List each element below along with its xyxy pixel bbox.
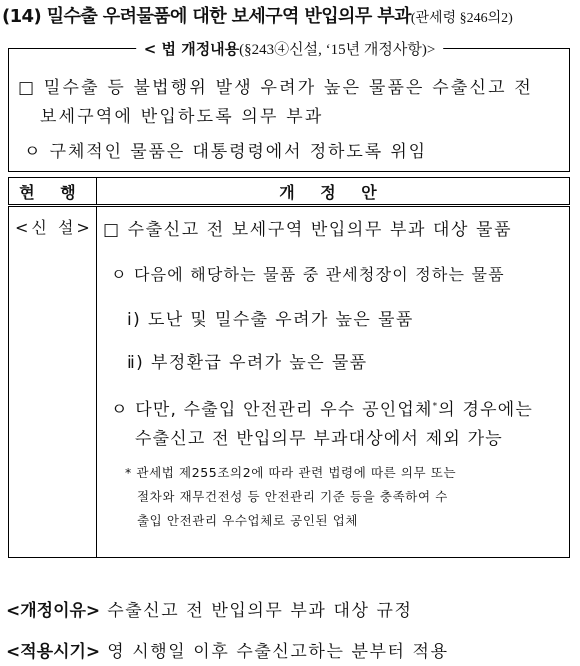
proposed-circle-item-1: ㅇ 다음에 해당하는 물품 중 관세청장이 정하는 물품 bbox=[111, 265, 505, 284]
footnote-line-1: * 관세법 제255조의2에 따라 관련 법령에 따른 의무 또는 bbox=[125, 465, 457, 480]
document-title bbox=[2, 2, 578, 28]
footnote-line-3: 출입 안전관리 우수업체로 공인된 업체 bbox=[137, 513, 359, 528]
amendment-reason bbox=[6, 596, 413, 621]
proposed-circle-item-2-cont: 수출신고 전 반입의무 부과대상에서 제외 가능 bbox=[135, 429, 503, 449]
box-label bbox=[136, 38, 444, 59]
effective-text: 영 시행일 이후 수출신고하는 분부터 적용 bbox=[107, 642, 449, 662]
footnote-line-2: 절차와 재무건전성 등 안전관리 기준 등을 충족하여 수 bbox=[137, 489, 448, 504]
title-law-reference: (관세령 §246의2) bbox=[410, 11, 513, 26]
circle2-line1-b: 의 경우에는 bbox=[438, 400, 533, 420]
title-main: (14) 밀수출 우려물품에 대한 보세구역 반입의무 부과 bbox=[2, 6, 411, 27]
box-label-text: < 법 개정내용 bbox=[143, 40, 240, 58]
table-header-row bbox=[9, 178, 570, 206]
box-item-line2: 보세구역에 반입하도록 의무 부과 bbox=[40, 107, 324, 127]
proposed-sub-item-i: ⅰ) 도난 및 밀수출 우려가 높은 물품 bbox=[127, 310, 414, 330]
reason-text: 수출신고 전 반입의무 부과 대상 규정 bbox=[107, 601, 413, 621]
cell-current bbox=[9, 206, 97, 558]
reason-label: <개정이유> bbox=[6, 601, 101, 621]
proposed-circle-item-2 bbox=[111, 395, 533, 420]
proposed-sub-item-ii: ⅱ) 부정환급 우려가 높은 물품 bbox=[127, 353, 368, 373]
cell-proposed bbox=[97, 206, 570, 558]
circle2-line1-a: ㅇ 다만, 수출입 안전관리 우수 공인업체 bbox=[111, 400, 433, 420]
box-sub-item: ㅇ 구체적인 물품은 대통령령에서 정하도록 위임 bbox=[24, 142, 427, 162]
header-current: 현 행 bbox=[9, 178, 97, 206]
proposed-main-item: □ 수출신고 전 보세구역 반입의무 부과 대상 물품 bbox=[103, 220, 513, 240]
table-row bbox=[9, 206, 570, 558]
effective-date bbox=[6, 637, 449, 662]
box-label-ref: (§243④신설, ‘15년 개정사항)> bbox=[239, 42, 436, 58]
box-item-line1: □ 밀수출 등 불법행위 발생 우려가 높은 물품은 수출신고 전 bbox=[18, 78, 534, 98]
effective-label: <적용시기> bbox=[6, 642, 101, 662]
header-proposed: 개 정 안 bbox=[97, 178, 570, 206]
current-new-label: <신 설> bbox=[15, 218, 93, 237]
comparison-table bbox=[8, 177, 570, 558]
footnote-mark: * bbox=[432, 401, 439, 412]
